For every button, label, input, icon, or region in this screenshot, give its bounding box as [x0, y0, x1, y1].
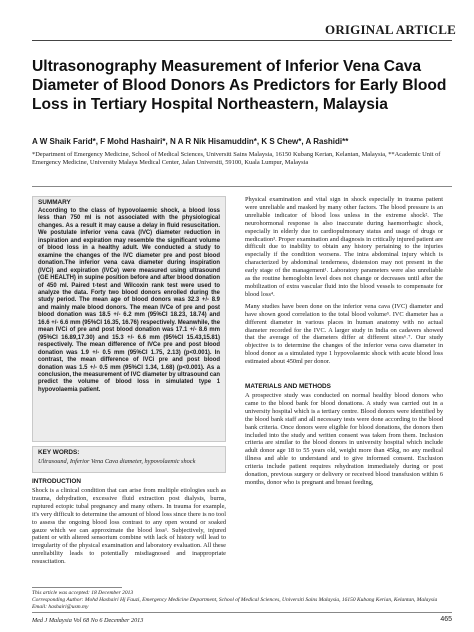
corresponding-author: Corresponding Author: Mohd Hashairi Hj Fauzi, Emergency Medicine Department, School of Medical Sciences, Universiti Sains Malaysia, 16150 Kubang Kerian, Kelantan, Malaysia	[32, 596, 438, 603]
page-number: 465	[440, 616, 452, 623]
body-paragraph-1: Physical examination and vital sign in shock especially in trauma patient were unreliable and masked by many other factors. The blood pressure is an unreliable indicator of blood loss unless in the extreme shock². The neurohormonal response is also inaccurate during haemorrhagic shock, especially in elderly due to cardiopulmonary status and usage of drugs or medication³. Proper examination and diagnosis in critically injured patient are difficult due to inability to obtain any history pertaining to the injuries especially if the condition worsens. The intra abdominal injury which is characterized by abdominal tenderness, distension may not present in the early stage of the management¹. Laboratory parameters were also unreliable as the routine hemoglobin level does not change or decreases until after the mobilization of extra vascular fluid into the blood vessels to compensate for blood loss⁴.	[245, 196, 443, 298]
author-list: A W Shaik Farid*, F Mohd Hashairi*, N A R Nik Hisamuddin*, K S Chew*, A Rashidi**	[32, 137, 349, 146]
affiliation-rule	[32, 186, 452, 187]
keywords-text: Ultrasound, Inferior Vena Cava diameter, hypovolaemic shock	[38, 458, 196, 465]
keywords-box	[32, 446, 226, 473]
corresponding-email: Email: hashairi@usm.my	[32, 603, 89, 610]
body-paragraph-2: Many studies have been done on the inferior vena cava (IVC) diameter and have shown good correlation to the total blood volume⁵. IVC diameter has a different diameter in various places in human anatomy with no actual diameter recorded for the IVC. A larger study in India on cadavers showed that the average of the diameters differ at different sites⁶˒⁷. Our study objective is to determine the changes of the inferior vena cava diameter in blood donor as a simulated type 1 hypovolaemic shock with acute blood loss estimated about 450ml per donor.	[245, 302, 443, 366]
methods-heading: MATERIALS AND METHODS	[245, 383, 331, 390]
footnote	[32, 590, 452, 610]
header-rule	[32, 40, 452, 41]
introduction-section	[32, 478, 226, 570]
footnote-rule	[32, 587, 122, 588]
summary-text: According to the class of hypovolaemic shock, a blood loss less than 750 ml is not associated with the physiological changes. As a result it may cause a delay in fluid resuscitation. We postulate inferior vena cava (IVC) diameter reduction in inspiration and expiration may resemble the significant volume of blood loss in a healthy adult. We conducted a study to examine the changes of the IVC diameter pre and post blood donation.The inferior vena cava diameter during inspiration (IVCi) and expiration (IVCe) were measured using ultrasound (GE HEALTH) in supine position before and after blood donation of 450 ml. Paired t-test and Wilcoxin rank test were used to analyze the data. Forty two blood donors enrolled during the study period. The mean age of blood donors was 32.3 +/- 8.9 and mainly male blood donors. The mean IVCe of pre and post blood donation was 18.5 +/- 6.2 mm (95%CI 18.23, 18.74) and 16.6 +/- 6.6 mm (95%CI 16.35, 16.76) respectively. Meanwhile, the mean IVCi of pre and post blood donation was 17.1 +/- 8.6 mm (95%CI 16.89,17.30) and 15.3 +/- 6.6 mm (95%CI 15.43,15.81) respectively. The mean difference of IVCe pre and post blood donation was 1.9 +/- 0.5 mm (95%CI 1.75, 2.13) (p<0.001). In contrast, the mean difference of IVCi pre and post blood donation was 1.5 +/- 0.5 mm (95%CI 1.34, 1.68) (p<0.001). As a conclusion, the measurement of IVC diameter by ultrasound can predict the volume of blood loss in simulated type 1 hypovolaemia patient.	[38, 208, 220, 393]
journal-reference: Med J Malaysia Vol 68 No 6 December 2013	[32, 617, 144, 624]
methods-section	[245, 383, 443, 491]
methods-text: A prospective study was conducted on normal healthy blood donors who came to the blood bank for blood donations. A study was carried out in a university hospital which is a tertiary centre. Blood donors were identified by the blood bank staff and all necessary tests were done according to the blood bank criteria. Once donors were eligible for blood donations, the donors then included into the study and written consent was taken from them. Inclusion criteria are similar to the blood donors in university hospital which include adult donor age 18 to 55 years old, weight more than 45kg, no any medical illness and able to understand and to give informed consent. Exclusion criteria include patient requires rehydration immediately during or post donation, previous surgery or delivery or received blood transfusion within 6 months, donor who is pregnant and breast feeding,	[245, 392, 443, 486]
introduction-heading: INTRODUCTION	[32, 478, 81, 485]
keywords-heading: KEY WORDS:	[38, 449, 80, 456]
summary-heading: SUMMARY	[38, 199, 71, 206]
right-column-body	[245, 196, 443, 370]
article-type-label: ORIGINAL ARTICLE	[325, 22, 456, 37]
paper-title: Ultrasonography Measurement of Inferior Vena Cava Diameter of Blood Donors As Predictors for Early Blood Loss in Tertiary Hospital Northeastern, Malaysia	[32, 58, 447, 113]
summary-box	[32, 196, 226, 442]
footer-rule	[32, 612, 452, 613]
introduction-text: Shock is a clinical condition that can arise from multiple etiologies such as trauma, dehydration, excessive fluid extraction post dialysis, burns, ruptured ectopic tubal pregnancy and many others. In trauma for example, it's very difficult to determine the amount of blood loss since there is no tool to assess the ongoing blood loss contrast to any open wound or soaked gauze which we can approximate the blood loss¹. Subjectively, injured patient or with altered sensorium combine with lack of history will lead to irregularity of the physical examination and laboratory evaluation. All these unreliability leads to potentially misdiagnosed and inappropriate resuscitation.	[32, 487, 226, 566]
affiliations: *Department of Emergency Medicine, School of Medical Sciences, Universiti Sains Malaysia, 16150 Kubang Kerian, Kelantan, Malaysia, **Academic Unit of Emergency Medicine, University Malaya Medical Center, Jalan Universiti, 59100, Kuala Lumpur, Malaysia	[32, 151, 441, 167]
accepted-date: This article was accepted: 18 December 2013	[32, 590, 134, 596]
